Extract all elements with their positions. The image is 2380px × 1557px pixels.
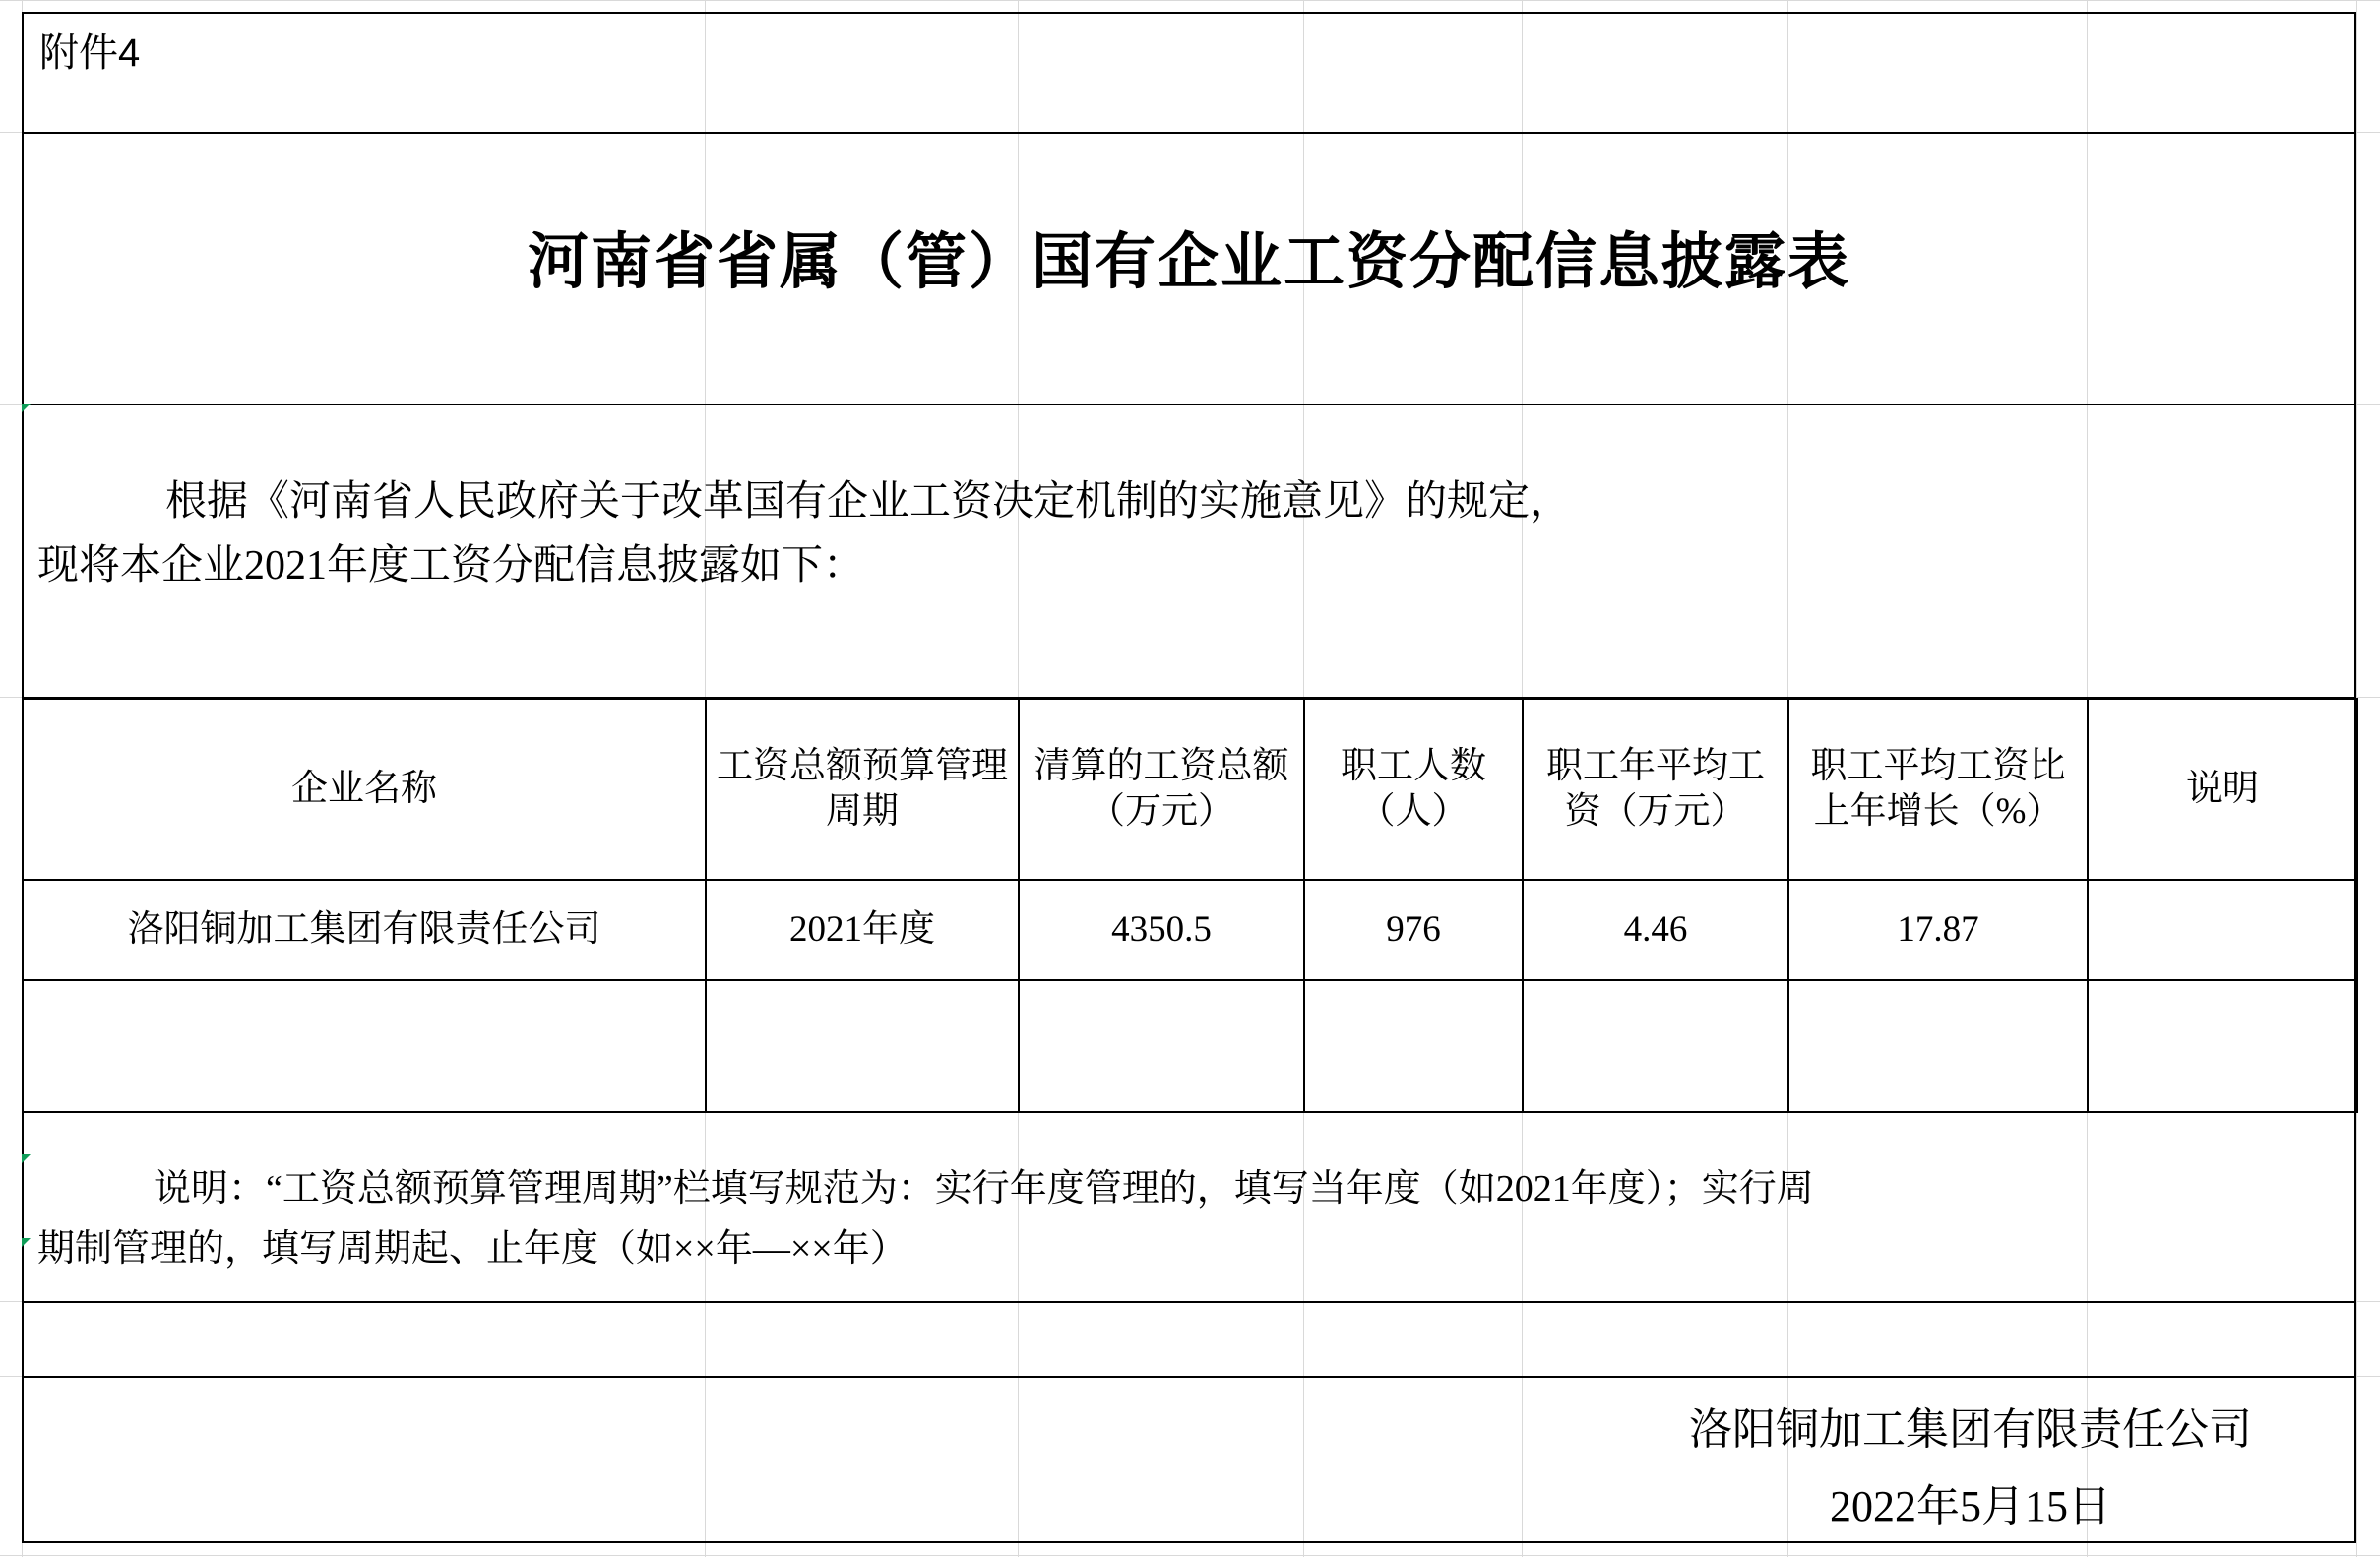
comment-marker-icon	[22, 404, 31, 412]
column-header-growth: 职工平均工资比上年增长（%）	[1788, 699, 2088, 880]
cell-company	[23, 980, 706, 1112]
table-row	[23, 980, 2357, 1112]
grid-line-h	[0, 0, 2380, 1]
cell-remark	[2088, 880, 2357, 980]
column-header-company: 企业名称	[23, 699, 706, 880]
intro-line-1: 根据《河南省人民政府关于改革国有企业工资决定机制的实施意见》的规定，	[165, 479, 1572, 525]
grid-line-h	[0, 1555, 2380, 1556]
cell-avg-wage	[1523, 980, 1788, 1112]
cell-period: 2021年度	[706, 880, 1019, 980]
comment-marker-icon	[22, 1238, 31, 1247]
column-header-employees: 职工人数（人）	[1304, 699, 1523, 880]
cell-growth: 17.87	[1788, 880, 2088, 980]
cell-total-wage	[1019, 980, 1304, 1112]
table-header-row	[23, 699, 2357, 880]
note-line-2: 期制管理的，填写周期起、止年度（如××年—××年）	[37, 1227, 908, 1270]
column-header-total-wage: 清算的工资总额（万元）	[1019, 699, 1304, 880]
intro-paragraph	[37, 470, 2341, 598]
divider-below-attachment	[22, 132, 2356, 134]
cell-growth	[1788, 980, 2088, 1112]
column-header-avg-wage: 职工年平均工资（万元）	[1523, 699, 1788, 880]
note-paragraph	[37, 1159, 2341, 1279]
attachment-label: 附件4	[39, 31, 141, 75]
column-header-period: 工资总额预算管理周期	[706, 699, 1019, 880]
cell-total-wage: 4350.5	[1019, 880, 1304, 980]
column-header-remark: 说明	[2088, 699, 2357, 880]
cell-employees	[1304, 980, 1523, 1112]
cell-company: 洛阳铜加工集团有限责任公司	[23, 880, 706, 980]
cell-avg-wage: 4.46	[1523, 880, 1788, 980]
note-line-1: 说明：“工资总额预算管理周期”栏填写规范为：实行年度管理的，填写当年度（如2021年度）；实行周	[154, 1168, 1814, 1210]
wage-disclosure-table	[22, 698, 2358, 1113]
divider-above-signature	[22, 1376, 2356, 1378]
cell-remark	[2088, 980, 2357, 1112]
comment-marker-icon	[22, 1154, 31, 1163]
page-title: 河南省省属（管）国有企业工资分配信息披露表	[527, 228, 1850, 296]
divider-below-title	[22, 404, 2356, 405]
signature-block	[1689, 1398, 2252, 1539]
cell-employees: 976	[1304, 880, 1523, 980]
signature-company: 洛阳铜加工集团有限责任公司	[1689, 1405, 2252, 1454]
divider-below-note	[22, 1301, 2356, 1303]
intro-line-2: 现将本企业2021年度工资分配信息披露如下：	[37, 543, 865, 590]
table-row	[23, 880, 2357, 980]
signature-date: 2022年5月15日	[1830, 1482, 2111, 1530]
cell-period	[706, 980, 1019, 1112]
